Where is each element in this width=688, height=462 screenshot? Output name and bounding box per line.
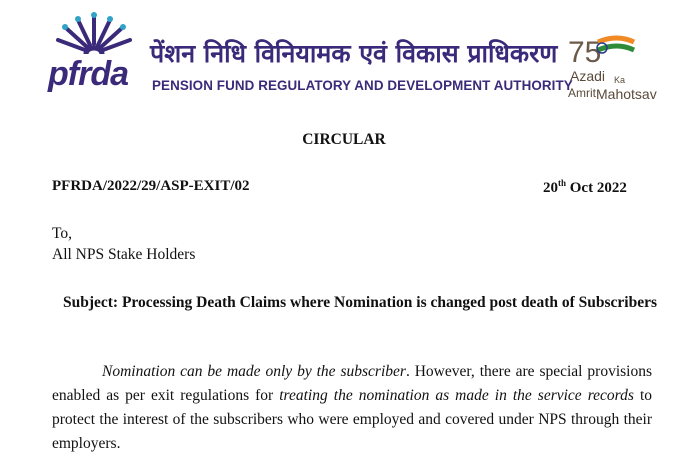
body-paragraph [52,360,652,456]
azadi-ka-amrit-mahotsav-logo [562,28,662,110]
salutation-to: To, [52,225,73,242]
para-italic-3: treating the nomination as made in the service records [279,387,634,404]
para-text-4: to protect the interest of the subscribers who were employed and covered under NPS through their employers. [52,387,653,452]
azadi-line1: Azadi [570,68,606,84]
para-text-2: . However, there are special provisions enabled as per exit regulations for [52,363,652,404]
date-suffix: th [558,178,567,188]
logo-wordmark: pfrda [48,55,128,93]
recipient: All NPS Stake Holders [52,246,196,263]
para-italic-1: Nomination can be made only by the subscriber [102,363,406,380]
date-day: 20 [543,180,558,196]
document-date [543,178,627,197]
org-name-english: PENSION FUND REGULATORY AND DEVELOPMENT AUTHORITY [152,78,573,93]
document-heading: CIRCULAR [302,131,386,148]
azadi-mahotsav: Mahotsav [596,86,657,102]
reference-number: PFRDA/2022/29/ASP-EXIT/02 [52,178,250,194]
azadi-amrit: Amrit [568,86,596,100]
azadi-ka: Ka [614,75,626,85]
date-rest: Oct 2022 [566,180,627,196]
org-name-hindi: पेंशन निधि विनियामक एवं विकास प्राधिकरण [150,39,558,68]
tricolor-flag-icon [562,28,662,72]
azadi-number: 75 [568,36,602,69]
subject-line: Subject: Processing Death Claims where Nomination is changed post death of Subscribers [62,294,658,311]
